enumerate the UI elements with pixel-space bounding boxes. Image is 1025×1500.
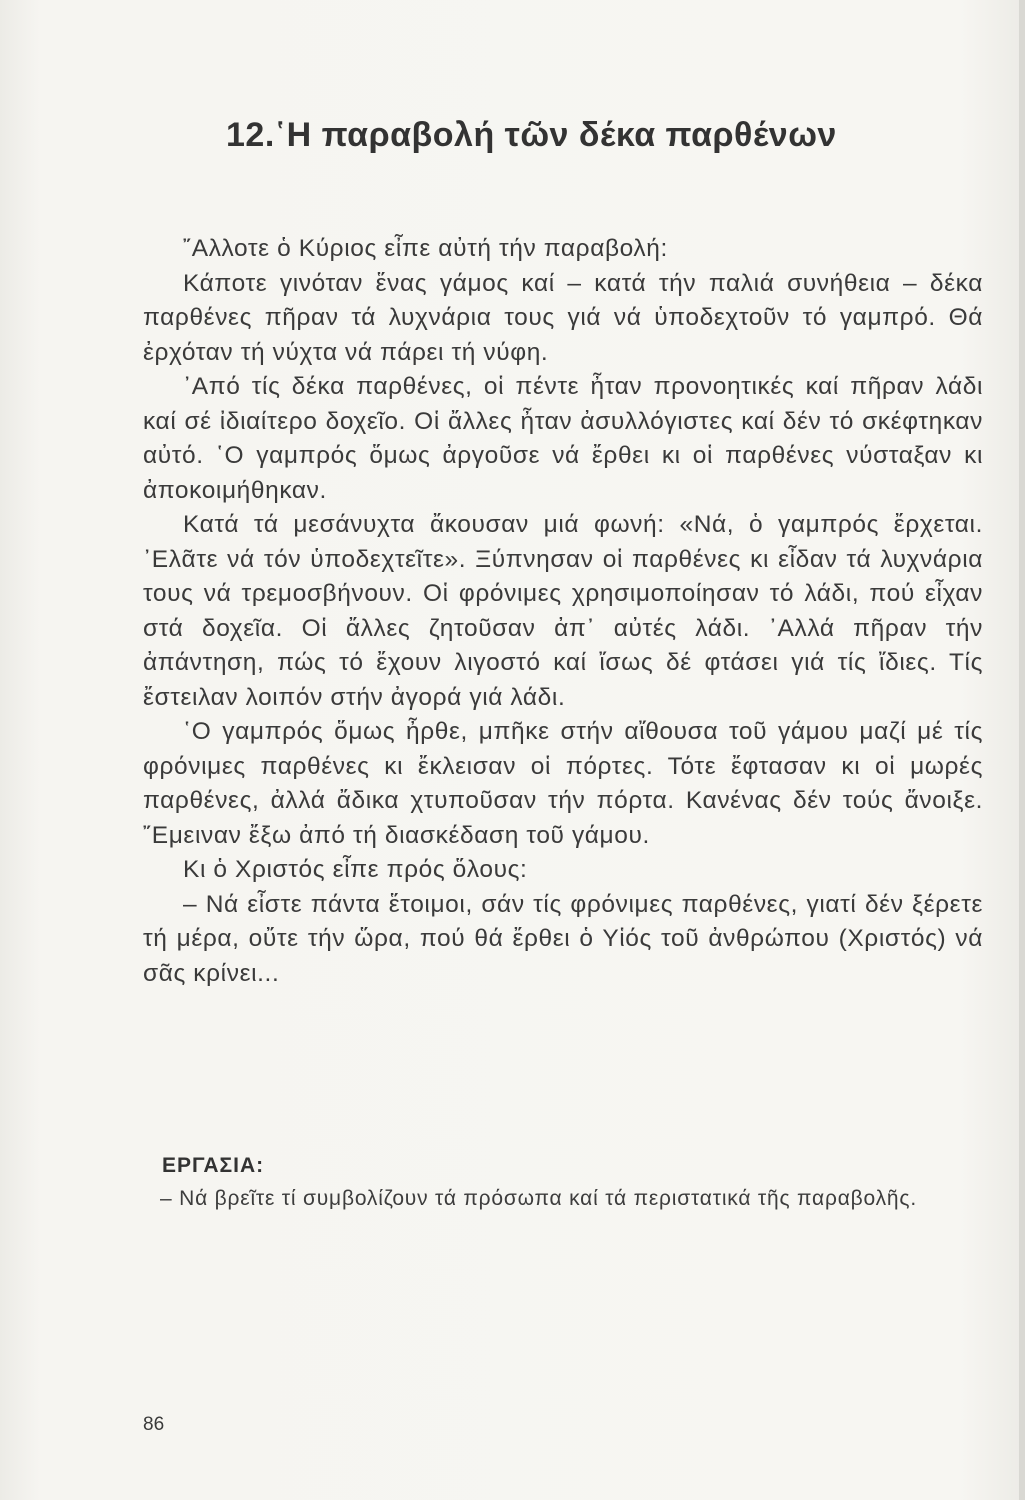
paragraph-bridegroom-arrives: ῾Ο γαμπρός ὅμως ἦρθε, μπῆκε στήν αἴθουσα τοῦ γάμου μαζί μέ τίς φρόνιμες παρθένες κι ἔκλεισαν οἱ πόρτες. Τότε ἔφτασαν κι οἱ μωρές παρθένες, ἀλλά ἄδικα χτυποῦσαν τήν πόρτα. Κανένας δέν τούς ἄνοιξε. ῎Εμειναν ἔξω ἀπό τή διασκέδαση τοῦ γάμου. <box>143 718 983 849</box>
page-title: 12.῾Η παραβολή τῶν δέκα παρθένων <box>226 116 837 154</box>
page-edge <box>1019 0 1025 1500</box>
paragraph-christ-said: Κι ὁ Χριστός εἶπε πρός ὅλους: <box>183 856 528 883</box>
task-text: – Νά βρεῖτε τί συμβολίζουν τά πρόσωπα καί τά περιστατικά τῆς παραβολῆς. <box>160 1187 917 1210</box>
page-number: 86 <box>143 1414 165 1435</box>
paragraph-wedding: Κάποτε γινόταν ἕνας γάμος καί – κατά τήν παλιά συνήθεια – δέκα παρθένες πῆραν τά λυχνάρια τους γιά νά ὑποδεχτοῦν τό γαμπρό. Θά ἐρχόταν τή νύχτα νά πάρει τή νύφη. <box>143 269 983 366</box>
paragraph-moral: – Νά εἶστε πάντα ἕτοιμοι, σάν τίς φρόνιμες παρθένες, γιατί δέν ξέρετε τή μέρα, οὔτε τήν ὥρα, πού θά ἔρθει ὁ Υἱός τοῦ ἀνθρώπου (Χριστός) νά σᾶς κρίνει... <box>143 890 983 987</box>
story-text <box>143 232 983 991</box>
paragraph-intro: ῎Αλλοτε ὁ Κύριος εἶπε αὐτή τήν παραβολή: <box>183 235 668 262</box>
task-heading: ΕΡΓΑΣΙΑ: <box>162 1154 265 1177</box>
paragraph-virgins: ᾿Από τίς δέκα παρθένες, οἱ πέντε ἦταν προνοητικές καί πῆραν λάδι καί σέ ἰδιαίτερο δοχεῖο. Οἱ ἄλλες ἦταν ἀσυλλόγιστες καί δέν τό σκέφτηκαν αὐτό. ῾Ο γαμπρός ὅμως ἀργοῦσε νά ἔρθει κι οἱ παρθένες νύσταξαν κι ἀποκοιμήθηκαν. <box>143 373 983 504</box>
paragraph-midnight: Κατά τά μεσάνυχτα ἄκουσαν μιά φωνή: «Νά, ὁ γαμπρός ἔρχεται. ᾿Ελᾶτε νά τόν ὑποδεχτεῖτε». Ξύπνησαν οἱ παρθένες κι εἶδαν τά λυχνάρια τους νά τρεμοσβήνουν. Οἱ φρόνιμες χρησιμοποίησαν τό λάδι, πού εἶχαν στά δοχεῖα. Οἱ ἄλλες ζητοῦσαν ἀπ᾿ αὐτές λάδι. ᾿Αλλά πῆραν τήν ἀπάντηση, πώς τό ἔχουν λιγοστό καί ἴσως δέ φτάσει γιά τίς ἴδιες. Τίς ἔστειλαν λοιπόν στήν ἀγορά γιά λάδι. <box>143 511 983 711</box>
